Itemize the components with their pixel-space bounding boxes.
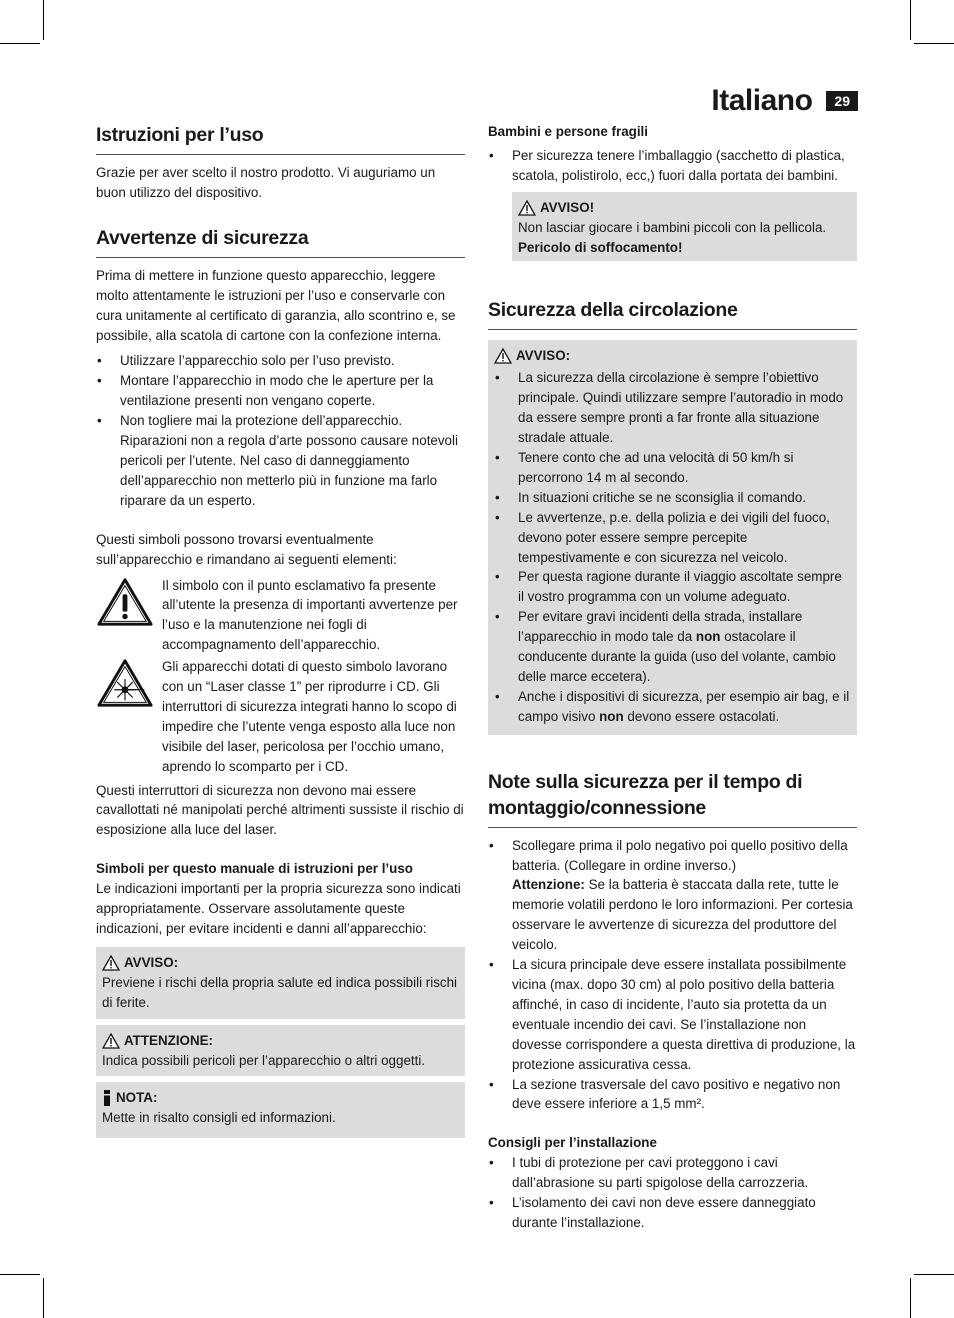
symbol-description: Gli apparecchi dotati di questo simbolo lavorano con un “Laser classe 1” per riprodurre i CD. Gli interruttori di sicurezza integrati hanno lo scopo di impedire che l’utente venga esposto alla luce non visibile del laser, pericolosa per l’occhio umano, aprendo lo scomparto per i CD. [162, 659, 457, 774]
box-text: Non lasciar giocare i bambini piccoli con la pellicola. [518, 219, 827, 235]
note-box [96, 1082, 465, 1138]
laser-warning-icon [96, 657, 154, 776]
symbol-row [96, 657, 465, 776]
list-item: • Per questa ragione durante il viaggio ascoltate sempre il vostro programma con un volume adeguato. [494, 567, 851, 607]
symbol-note: Questi interruttori di sicurezza non devono mai essere cavallottati né manipolati perché altrimenti sussiste il rischio di esposizione alla luce del laser. [96, 782, 464, 838]
crop-mark [43, 0, 44, 40]
crop-mark [0, 1274, 40, 1275]
info-icon [102, 1090, 112, 1106]
install-list [488, 1153, 857, 1233]
traffic-list [494, 368, 851, 726]
safety-text: Prima di mettere in funzione questo apparecchio, leggere molto attentamente le istruzioni per l’uso e conservarle con cura unitamente al certificato di garanzia, allo scontrino e, se possibile, alla scatola di cartone con la confezione interna. [96, 267, 456, 343]
list-item: • La sicura principale deve essere installata possibilmente vicina (max. dopo 30 cm) al polo positivo della batteria affinché, in caso di incidente, l’auto sia protetta da un eventuale incendio dei cavi. Se l’installazione non dovesse corrispondere a questa direttiva di produzione, la protezione assicurativa cessa. [488, 955, 857, 1074]
warning-triangle-icon [96, 576, 154, 656]
list-item: • Tenere conto che ad una velocità di 50 km/h si percorrono 14 m al secondo. [494, 448, 851, 488]
symbols-intro: Questi simboli possono trovarsi eventualmente sull’apparecchio e rimandano ai seguenti elementi: [96, 531, 397, 567]
box-text-bold: Pericolo di soffocamento! [518, 239, 683, 255]
language-title: Italiano [711, 84, 813, 117]
list-item: • Montare l’apparecchio in modo che le aperture per la ventilazione presenti non vengano coperte. [96, 371, 465, 411]
subheading: Bambini e persone fragili [488, 124, 648, 139]
box-title: AVVISO: [516, 348, 571, 364]
list-item: • Scollegare prima il polo negativo poi quello positivo della batteria. (Collegare in ordine inverso.) Attenzione: Se la batteria è staccata dalla rete, tutte le memorie volatili perdono le loro informazioni. Per cortesia osservare le avvertenze di sicurezza del produttore del veicolo. [488, 836, 857, 955]
page-number: 29 [826, 91, 858, 111]
traffic-warning-box [488, 340, 857, 734]
crop-mark [43, 1278, 44, 1318]
crop-mark [910, 1278, 911, 1318]
intro-text: Grazie per aver scelto il nostro prodotto. Vi auguriamo un buon utilizzo del dispositivo. [96, 165, 436, 200]
section-title: Avvertenze di sicurezza [96, 225, 465, 258]
list-item: • In situazioni critiche se ne sconsiglia il comando. [494, 488, 851, 508]
crop-mark [0, 43, 40, 44]
list-item: • L’isolamento dei cavi non deve essere danneggiato durante l’installazione. [488, 1193, 857, 1233]
warning-icon [102, 955, 120, 971]
box-title: AVVISO! [540, 199, 595, 215]
safety-list [96, 351, 465, 510]
list-item: • Le avvertenze, p.e. della polizia e dei vigili del fuoco, devono poter essere sempre percepite tempestivamente e con sicurezza nel veicolo. [494, 508, 851, 568]
list-item: • Utilizzare l’apparecchio solo per l’uso previsto. [96, 351, 465, 371]
list-item: • Per evitare gravi incidenti della strada, installare l’apparecchio in modo tale da non ostacolare il conducente durante la guida (uso del volante, cambio delle marce eccetera). [494, 607, 851, 687]
list-item: • Anche i dispositivi di sicurezza, per esempio air bag, e il campo visivo non devono essere ostacolati. [494, 687, 851, 727]
warning-icon [102, 1033, 120, 1049]
box-title: ATTENZIONE: [124, 1032, 214, 1048]
warning-box [96, 947, 465, 1019]
symbol-row [96, 576, 465, 656]
subheading: Simboli per questo manuale di istruzioni per l’uso [96, 861, 413, 877]
section-title: Sicurezza della circolazione [488, 297, 857, 330]
list-item: • Per sicurezza tenere l’imballaggio (sacchetto di plastica, scatola, polistirolo, ecc,) fuori dalla portata dei bambini. [488, 146, 857, 186]
box-text: Indica possibili pericoli per l’apparecchio o altri oggetti. [102, 1052, 426, 1068]
left-column [96, 122, 465, 1138]
section-title: Note sulla sicurezza per il tempo di montaggio/connessione [488, 769, 857, 828]
crop-mark [914, 43, 954, 44]
box-text: Mette in risalto consigli ed informazioni. [102, 1110, 336, 1126]
list-item: • La sezione trasversale del cavo positivo e negativo non deve essere inferiore a 1,5 mm². [488, 1075, 857, 1115]
box-title: AVVISO: [124, 954, 179, 970]
crop-mark [914, 1274, 954, 1275]
list-item: • La sicurezza della circolazione è sempre l’obiettivo principale. Quindi utilizzare sempre l’autoradio in modo da essere sempre pronti a far fronte alla situazione stradale attuale. [494, 368, 851, 448]
right-column [488, 122, 857, 1233]
box-title: NOTA: [116, 1090, 158, 1106]
mount-list [488, 836, 857, 1115]
section-title: Istruzioni per l’uso [96, 122, 465, 155]
warning-icon [518, 200, 536, 216]
manual-text: Le indicazioni importanti per la propria sicurezza sono indicati appropriatamente. Osservare assolutamente queste indicazioni, per evitare incidenti e danni all’apparecchio: [96, 881, 461, 936]
box-text: Previene i rischi della propria salute ed indica possibili rischi di ferite. [102, 974, 458, 1010]
list-item: • Non togliere mai la protezione dell’apparecchio. Riparazioni non a regola d’arte possono causare notevoli pericoli per l’utente. Nel caso di danneggiamento dell’apparecchio non metterlo più in funzione ma farlo riparare da un esperto. [96, 411, 465, 511]
warning-icon [494, 348, 512, 364]
kids-list [488, 146, 857, 186]
subheading: Consigli per l’installazione [488, 1135, 657, 1151]
list-item: • I tubi di protezione per cavi proteggono i cavi dall’abrasione su parti spigolose della carrozzeria. [488, 1153, 857, 1193]
page-header [711, 84, 858, 118]
symbol-description: Il simbolo con il punto esclamativo fa presente all’utente la presenza di importanti avvertenze per l’uso e la manutenzione nei fogli di accompagnamento dell’apparecchio. [162, 577, 458, 653]
warning-box [512, 192, 857, 262]
crop-mark [910, 0, 911, 40]
caution-box [96, 1025, 465, 1077]
